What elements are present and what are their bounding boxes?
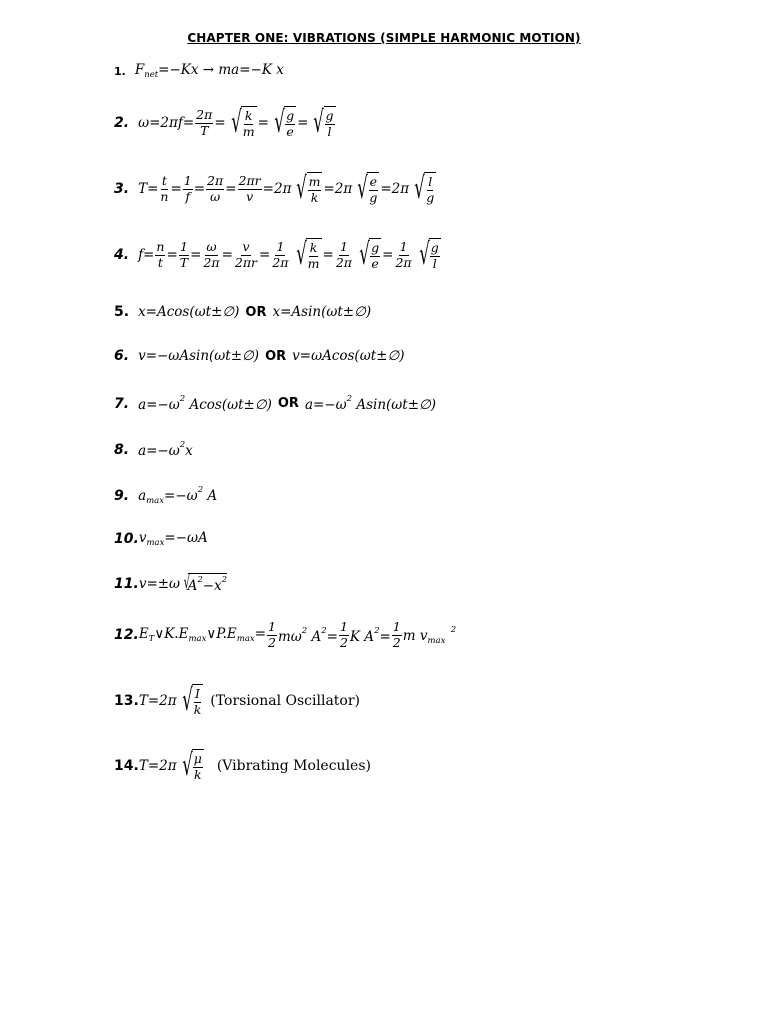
formula-12: 12. $E_T\vee K.E_{max}\vee P.E_{max}=$ $\frac{1}{2}$ $m\omega^2$ $A^2=$ $\frac{1}{2}$ K $A^2=$ $\frac{1}{2}$ m $v_{max}$ $^2$ [114,619,457,650]
item-number: 1. [114,64,126,78]
item-number: 2. [114,115,130,131]
formula-text: $F_{net}=-Kx \to ma=-K$ x [134,62,284,80]
item-number: 8. [114,441,130,458]
page-title: CHAPTER ONE: VIBRATIONS (SIMPLE HARMONIC MOTION) [187,31,581,45]
or-label: OR [265,348,287,364]
sqrt-symbol: √ $\frac{l}{g}$ [414,171,435,206]
formula-13: 13. T=2π √ $\frac{I}{k}$ (Torsional Oscillator) [114,683,361,718]
item-number: 13. [114,693,139,709]
item-number: 7. [114,395,130,412]
formula-2: 2. ω=2πf= $\frac{2\pi}{T}$ = √ $\frac{k}{m}$ = √ $\frac{g}{e}$ = √ $\frac{g}{l}$ [114,105,334,140]
sqrt-symbol: √ $\frac{g}{l}$ [418,237,439,272]
item-number: 10. [114,531,139,547]
note-text: (Torsional Oscillator) [210,693,361,709]
sqrt-symbol: √ $\frac{e}{g}$ [357,171,378,206]
sqrt-symbol: √ $A^2-x^2$ [183,572,228,594]
sqrt-symbol: √ $\frac{g}{l}$ [313,105,334,140]
or-label: OR [245,304,267,320]
formula-10: 10. $v_{max}=-\omega A$ [114,530,208,548]
formula-7: 7. $a=-\omega^2$ Acos(ωt±∅) OR $a=-\omega^2$ Asin(ωt±∅) [114,394,437,413]
item-number: 14. [114,758,139,774]
or-label: OR [277,396,299,411]
formula-5: 5. x=Acos(ωt±∅) OR x=Asin(ωt±∅) [114,304,372,320]
formula-6: 6. v=−ωAsin(ωt±∅) OR v=ωAcos(ωt±∅) [114,348,405,364]
sqrt-symbol: √ $\frac{g}{e}$ [274,105,295,140]
item-number: 5. [114,304,130,320]
formula-11: 11. v=±ω √ $A^2-x^2$ [114,572,228,594]
sqrt-symbol: √ $\frac{k}{m}$ [230,105,255,140]
formula-14: 14. T=2π √ $\frac{\mu}{k}$ (Vibrating Molecules) [114,748,371,783]
item-number: 12. [114,627,139,643]
formula-4: 4. f= $\frac{n}{t}$ = $\frac{1}{T}$ = $\frac{\omega}{2\pi}$ = $\frac{v}{2\pi r}$ = $\frac{1}{2\pi}$ √ $\frac{k}{m}$ = $\frac{1}{2\pi}$ √ $\frac{g}{e}$ = $\frac{1}{2\pi}$ √ $\frac{g}{l}$ [114,237,439,272]
sqrt-symbol: √ $\frac{I}{k}$ [181,683,202,718]
formula-8: 8. $a=-\omega^2x$ [114,440,193,459]
sqrt-symbol: √ $\frac{g}{e}$ [359,237,380,272]
item-number: 4. [114,247,130,263]
sqrt-symbol: √ $\frac{m}{k}$ [296,171,321,206]
formula-9: 9. $a_{max}=-\omega^2$ A [114,485,218,506]
item-number: 3. [114,181,130,197]
sqrt-symbol: √ $\frac{\mu}{k}$ [181,748,202,783]
formula-3: 3. T= $\frac{t}{n}$ = $\frac{1}{f}$ = $\frac{2\pi}{\omega}$ = $\frac{2\pi r}{v}$ =2π √ $\frac{m}{k}$ =2π √ $\frac{e}{g}$ =2π √ $\frac{l}{g}$ [114,171,435,206]
fraction: $\frac{2\pi}{T}$ [196,107,213,138]
item-number: 6. [114,348,130,364]
sqrt-symbol: √ $\frac{k}{m}$ [295,237,320,272]
formula-1 [114,62,284,80]
item-number: 9. [114,487,130,504]
formula-text: ω=2πf= [138,115,195,131]
item-number: 11. [114,575,139,592]
note-text: (Vibrating Molecules) [216,758,371,774]
